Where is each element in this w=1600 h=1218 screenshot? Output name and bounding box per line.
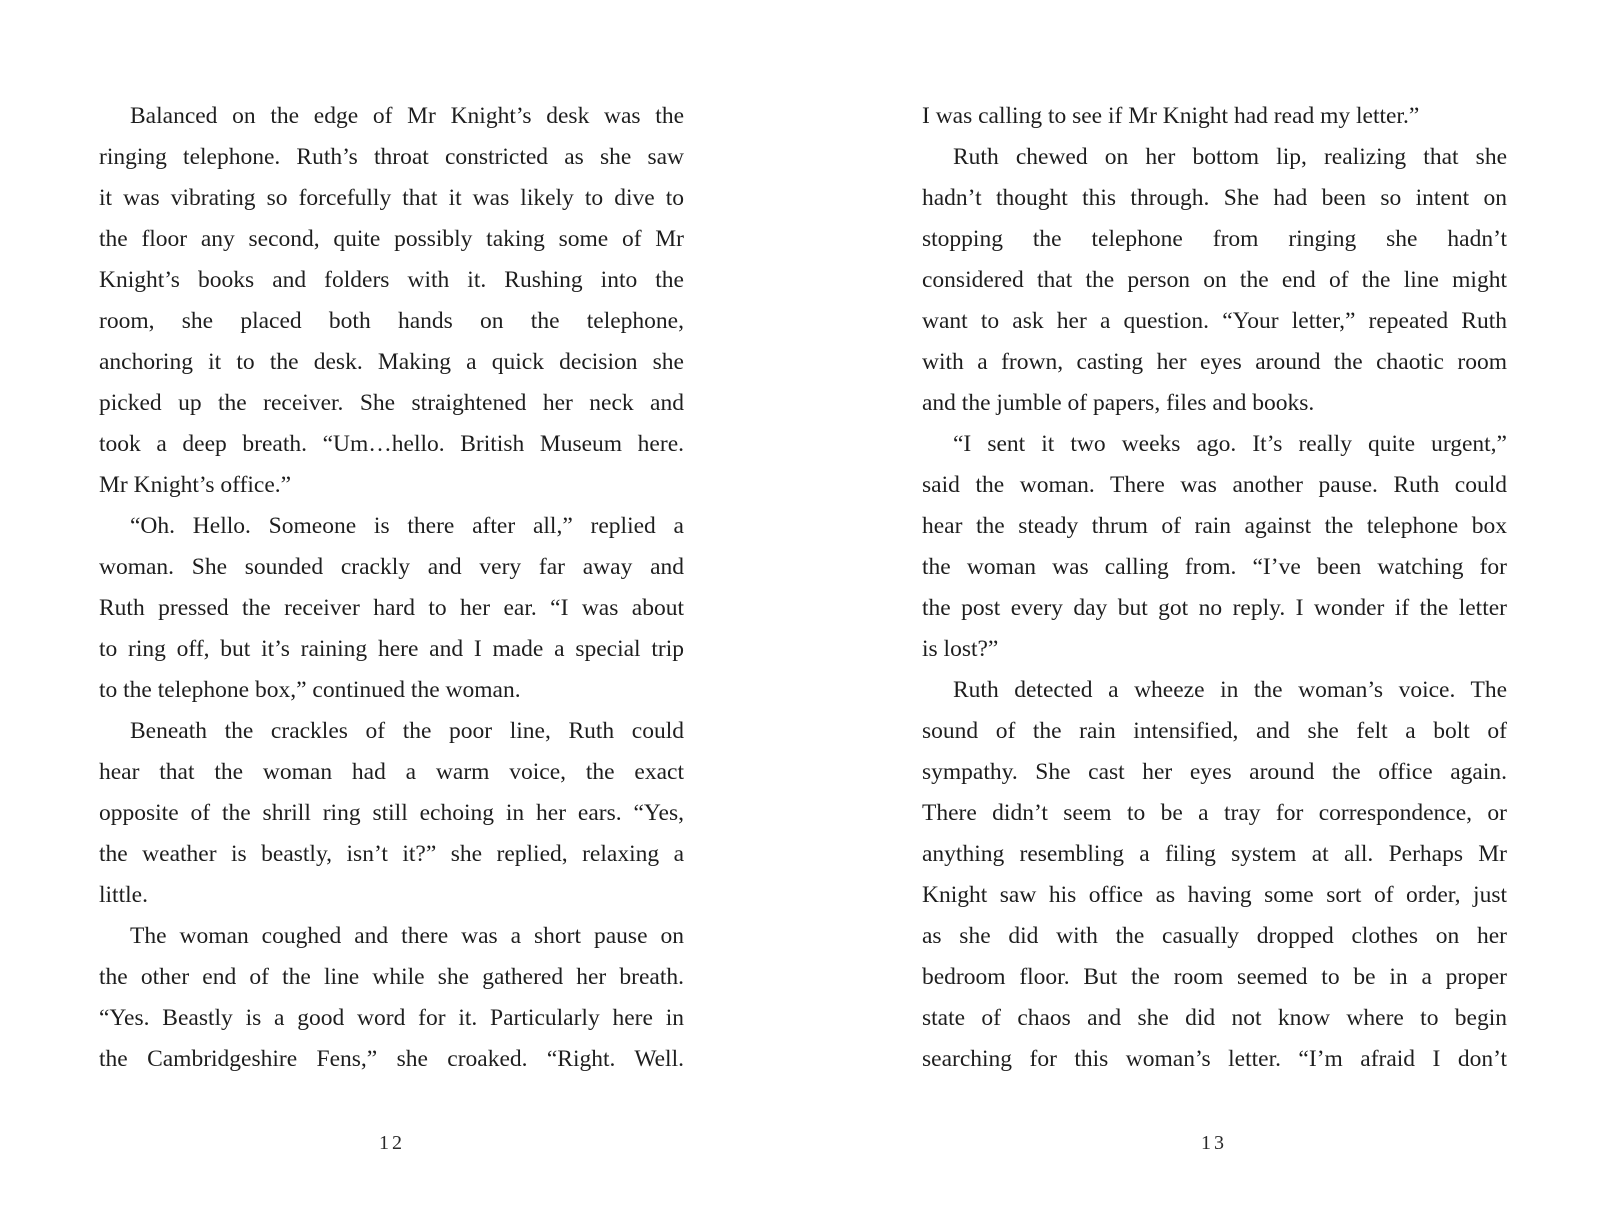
- right-page: [922, 96, 1507, 1080]
- text-line: woman. She sounded crackly and very far away and: [99, 554, 684, 580]
- text-line: as she did with the casually dropped clothes on her: [922, 923, 1507, 949]
- right-page-number: 13: [1201, 1132, 1227, 1154]
- text-line: Ruth pressed the receiver hard to her ear. “I was about: [99, 595, 684, 621]
- text-line: opposite of the shrill ring still echoing in her ears. “Yes,: [99, 800, 684, 826]
- text-line: “Oh. Hello. Someone is there after all,” replied a: [130, 513, 684, 539]
- text-line: Beneath the crackles of the poor line, Ruth could: [130, 718, 684, 744]
- text-line: to the telephone box,” continued the woman.: [99, 677, 521, 703]
- text-line: hear that the woman had a warm voice, the exact: [99, 759, 684, 785]
- text-line: state of chaos and she did not know where to begin: [922, 1005, 1507, 1031]
- text-line: anything resembling a filing system at all. Perhaps Mr: [922, 841, 1507, 867]
- text-line: and the jumble of papers, files and books.: [922, 390, 1315, 416]
- text-line: ringing telephone. Ruth’s throat constricted as she saw: [99, 144, 684, 170]
- text-line: the woman was calling from. “I’ve been watching for: [922, 554, 1507, 580]
- text-line: bedroom floor. But the room seemed to be in a proper: [922, 964, 1507, 990]
- text-line: the floor any second, quite possibly taking some of Mr: [99, 226, 684, 252]
- text-line: The woman coughed and there was a short pause on: [130, 923, 684, 949]
- text-line: Knight saw his office as having some sort of order, just: [922, 882, 1507, 908]
- left-page-text: [99, 96, 684, 1080]
- text-line: said the woman. There was another pause. Ruth could: [922, 472, 1507, 498]
- text-line: I was calling to see if Mr Knight had read my letter.”: [922, 103, 1420, 129]
- text-line: “Yes. Beastly is a good word for it. Particularly here in: [99, 1005, 684, 1031]
- text-line: hadn’t thought this through. She had been so intent on: [922, 185, 1507, 211]
- right-page-text: [922, 96, 1507, 1080]
- text-line: Knight’s books and folders with it. Rushing into the: [99, 267, 684, 293]
- text-line: took a deep breath. “Um…hello. British Museum here.: [99, 431, 684, 457]
- text-line: want to ask her a question. “Your letter,” repeated Ruth: [922, 308, 1507, 334]
- text-line: the post every day but got no reply. I wonder if the letter: [922, 595, 1507, 621]
- text-line: is lost?”: [922, 636, 999, 662]
- text-line: little.: [99, 882, 148, 908]
- text-line: to ring off, but it’s raining here and I made a special trip: [99, 636, 684, 662]
- text-line: with a frown, casting her eyes around the chaotic room: [922, 349, 1507, 375]
- text-line: searching for this woman’s letter. “I’m afraid I don’t: [922, 1046, 1507, 1072]
- text-line: room, she placed both hands on the telephone,: [99, 308, 684, 334]
- text-line: Ruth detected a wheeze in the woman’s voice. The: [953, 677, 1507, 703]
- text-line: There didn’t seem to be a tray for correspondence, or: [922, 800, 1507, 826]
- text-line: sound of the rain intensified, and she felt a bolt of: [922, 718, 1507, 744]
- text-line: considered that the person on the end of the line might: [922, 267, 1507, 293]
- text-line: Ruth chewed on her bottom lip, realizing that she: [953, 144, 1507, 170]
- left-page: [99, 96, 684, 1080]
- text-line: sympathy. She cast her eyes around the office again.: [922, 759, 1507, 785]
- left-page-number: 12: [379, 1132, 405, 1154]
- text-line: picked up the receiver. She straightened her neck and: [99, 390, 684, 416]
- text-line: “I sent it two weeks ago. It’s really quite urgent,”: [953, 431, 1507, 457]
- text-line: Balanced on the edge of Mr Knight’s desk was the: [130, 103, 684, 129]
- text-line: the other end of the line while she gathered her breath.: [99, 964, 684, 990]
- text-line: the weather is beastly, isn’t it?” she replied, relaxing a: [99, 841, 684, 867]
- text-line: anchoring it to the desk. Making a quick decision she: [99, 349, 684, 375]
- text-line: the Cambridgeshire Fens,” she croaked. “Right. Well.: [99, 1046, 684, 1072]
- text-line: Mr Knight’s office.”: [99, 472, 292, 498]
- text-line: it was vibrating so forcefully that it was likely to dive to: [99, 185, 684, 211]
- text-line: stopping the telephone from ringing she hadn’t: [922, 226, 1507, 252]
- text-line: hear the steady thrum of rain against the telephone box: [922, 513, 1507, 539]
